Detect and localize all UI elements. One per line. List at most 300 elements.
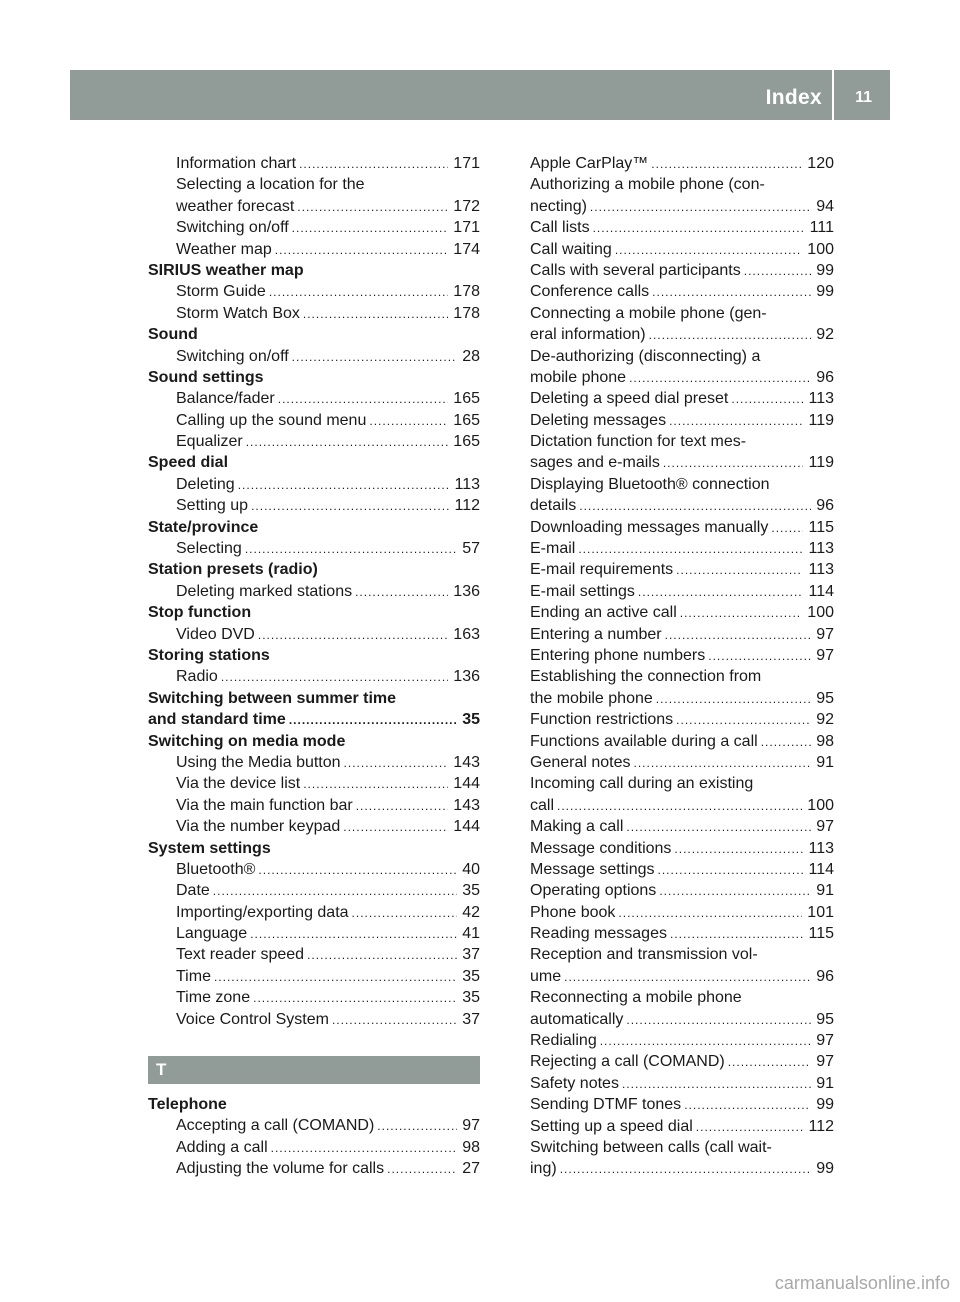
page-reference[interactable]: 94 <box>816 197 834 215</box>
page-reference[interactable]: 178 <box>453 304 480 322</box>
entry-text: Dictation function for text mes- <box>530 433 747 451</box>
leader-dots <box>731 389 803 409</box>
index-heading <box>148 452 480 473</box>
page-reference[interactable]: 101 <box>807 903 834 921</box>
leader-dots <box>560 1159 812 1179</box>
leader-dots <box>292 218 449 238</box>
leader-dots <box>676 710 811 730</box>
index-entry <box>530 1116 834 1137</box>
index-entry <box>530 410 834 431</box>
leader-dots <box>307 945 457 965</box>
index-subentry <box>148 153 480 174</box>
leader-dots <box>728 1052 811 1072</box>
page-reference[interactable]: 99 <box>816 283 834 301</box>
leader-dots <box>680 603 803 623</box>
index-entry <box>530 324 834 345</box>
page-reference[interactable]: 100 <box>807 604 834 622</box>
index-heading <box>148 838 480 859</box>
index-heading <box>148 367 480 388</box>
leader-dots <box>352 903 458 923</box>
leader-dots <box>670 924 804 944</box>
page-reference[interactable]: 40 <box>462 860 480 878</box>
leader-dots <box>615 240 802 260</box>
index-subentry <box>148 944 480 965</box>
index-entry <box>530 1137 834 1158</box>
index-entry <box>530 1158 834 1179</box>
page-reference[interactable]: 35 <box>462 711 480 729</box>
index-subentry <box>148 902 480 923</box>
entry-text: SIRIUS weather map <box>148 261 304 279</box>
page-reference[interactable]: 100 <box>807 796 834 814</box>
page-reference[interactable]: 97 <box>816 1032 834 1050</box>
entry-text: Operating options <box>530 882 657 900</box>
leader-dots <box>343 817 448 837</box>
index-subentry <box>148 773 480 794</box>
index-subentry <box>148 581 480 602</box>
index-entry <box>530 239 834 260</box>
index-subentry <box>148 923 480 944</box>
leader-dots <box>356 796 449 816</box>
page-reference[interactable]: 115 <box>808 925 834 943</box>
index-subentry <box>148 1115 480 1136</box>
entry-text: Entering a number <box>530 625 662 643</box>
page-reference[interactable]: 171 <box>453 155 480 172</box>
index-entry <box>530 1009 834 1030</box>
entry-text: E-mail requirements <box>530 561 674 579</box>
leader-dots <box>289 710 457 730</box>
entry-text: E-mail <box>530 540 576 558</box>
page-reference[interactable]: 113 <box>808 540 834 558</box>
page-reference[interactable]: 174 <box>453 240 480 258</box>
entry-text: Adjusting the volume for calls <box>176 1160 385 1178</box>
entry-text: De-authorizing (disconnecting) a <box>530 347 761 365</box>
index-entry <box>530 474 834 495</box>
page-reference[interactable]: 115 <box>808 518 834 536</box>
section-title: Index <box>765 86 822 109</box>
entry-text: Via the device list <box>176 775 301 793</box>
leader-dots <box>275 240 449 260</box>
entry-text: Apple CarPlay™ <box>530 155 649 172</box>
page-reference[interactable]: 37 <box>462 1010 480 1028</box>
index-subentry <box>148 666 480 687</box>
leader-dots <box>649 325 812 345</box>
entry-text: Making a call <box>530 818 624 836</box>
leader-dots <box>669 411 803 431</box>
entry-text: Balance/fader <box>176 390 275 408</box>
entry-text: necting) <box>530 197 587 215</box>
entry-text: Sound settings <box>148 368 264 386</box>
index-entry <box>530 1051 834 1072</box>
index-entry <box>530 260 834 281</box>
index-entry <box>530 966 834 987</box>
leader-dots <box>355 582 448 602</box>
leader-dots <box>253 988 457 1008</box>
entry-text: Importing/exporting data <box>176 903 349 921</box>
index-entry <box>530 752 834 773</box>
index-subentry <box>148 752 480 773</box>
index-heading <box>148 602 480 623</box>
leader-dots <box>303 774 448 794</box>
index-heading <box>148 645 480 666</box>
entry-text: State/province <box>148 518 259 536</box>
page-reference[interactable]: 143 <box>453 753 480 771</box>
leader-dots <box>564 967 811 987</box>
page-reference[interactable]: 165 <box>453 433 480 451</box>
page-reference[interactable]: 119 <box>808 411 834 429</box>
entry-text: Storm Guide <box>176 283 266 301</box>
page-reference[interactable]: 100 <box>807 240 834 258</box>
index-column-right <box>530 153 834 1180</box>
page-reference[interactable]: 35 <box>462 882 480 900</box>
entry-text: Calling up the sound menu <box>176 411 367 429</box>
index-entry <box>530 388 834 409</box>
entry-text: Switching between summer time <box>148 689 397 707</box>
page-reference[interactable]: 97 <box>816 625 834 643</box>
leader-dots <box>213 881 457 901</box>
page-reference[interactable]: 171 <box>453 219 480 237</box>
leader-dots <box>245 539 457 559</box>
entry-text: Call lists <box>530 219 590 237</box>
entry-text: Voice Control System <box>176 1010 329 1028</box>
index-entry <box>530 153 834 174</box>
entry-text: Information chart <box>176 155 297 172</box>
leader-dots <box>634 753 812 773</box>
leader-dots <box>387 1159 457 1179</box>
index-entry <box>530 1094 834 1115</box>
entry-text: ume <box>530 967 562 985</box>
page-reference[interactable]: 37 <box>462 946 480 964</box>
entry-text: Selecting a location for the <box>176 176 365 194</box>
index-entry <box>530 902 834 923</box>
index-entry <box>530 816 834 837</box>
page-reference[interactable]: 98 <box>816 732 834 750</box>
leader-dots <box>626 817 811 837</box>
entry-text: E-mail settings <box>530 582 635 600</box>
page-reference[interactable]: 165 <box>453 411 480 429</box>
leader-dots <box>238 475 450 495</box>
page-reference[interactable]: 97 <box>816 1053 834 1071</box>
leader-dots <box>676 560 803 580</box>
entry-text: Via the main function bar <box>176 796 353 814</box>
entry-text: Entering phone numbers <box>530 646 706 664</box>
page-reference[interactable]: 35 <box>462 967 480 985</box>
page-reference[interactable]: 165 <box>453 390 480 408</box>
page-reference[interactable]: 92 <box>816 711 834 729</box>
leader-dots <box>332 1010 457 1030</box>
index-subentry <box>148 196 480 217</box>
leader-dots <box>744 261 811 281</box>
leader-dots <box>665 625 812 645</box>
leader-dots <box>377 1116 457 1136</box>
index-entry <box>530 538 834 559</box>
index-entry <box>530 1073 834 1094</box>
entry-text: Connecting a mobile phone (gen- <box>530 304 767 322</box>
index-subentry <box>148 388 480 409</box>
index-entry <box>530 367 834 388</box>
index-entry <box>530 217 834 238</box>
entry-text: Deleting messages <box>530 411 667 429</box>
entry-text: Equalizer <box>176 433 243 451</box>
entry-text: Deleting a speed dial preset <box>530 390 729 408</box>
page-reference[interactable]: 99 <box>816 261 834 279</box>
entry-text: Language <box>176 925 248 943</box>
header-bar <box>70 70 890 120</box>
index-subentry <box>148 217 480 238</box>
entry-text: Bluetooth® <box>176 860 256 878</box>
leader-dots <box>651 154 802 174</box>
index-subentry <box>148 816 480 837</box>
leader-dots <box>761 732 812 752</box>
index-heading <box>148 1094 480 1115</box>
entry-text: Via the number keypad <box>176 818 341 836</box>
page-reference[interactable]: 35 <box>462 989 480 1007</box>
letter-section-header <box>148 1056 480 1084</box>
index-subentry <box>148 1137 480 1158</box>
page-reference[interactable]: 113 <box>808 561 834 579</box>
entry-text: Establishing the connection from <box>530 668 762 686</box>
leader-dots <box>658 860 804 880</box>
entry-text: Speed dial <box>148 454 229 472</box>
index-heading <box>148 688 480 709</box>
leader-dots <box>344 753 449 773</box>
index-entry <box>530 944 834 965</box>
page-reference[interactable]: 172 <box>453 197 480 215</box>
index-entry <box>530 624 834 645</box>
entry-text: Displaying Bluetooth® connection <box>530 475 770 493</box>
entry-text: Calls with several participants <box>530 261 741 279</box>
page-reference[interactable]: 92 <box>816 326 834 344</box>
index-entry <box>530 773 834 794</box>
page-reference[interactable]: 95 <box>816 689 834 707</box>
entry-text: General notes <box>530 753 631 771</box>
index-entry <box>530 709 834 730</box>
entry-text: Incoming call during an existing <box>530 775 754 793</box>
index-entry <box>530 987 834 1008</box>
leader-dots <box>638 582 804 602</box>
leader-dots <box>269 282 448 302</box>
entry-text: mobile phone <box>530 368 627 386</box>
entry-text: details <box>530 497 577 515</box>
entry-text: Setting up <box>176 497 249 515</box>
index-entry <box>530 452 834 473</box>
page-reference[interactable]: 27 <box>462 1160 480 1178</box>
leader-dots <box>622 1074 811 1094</box>
entry-text: Text reader speed <box>176 946 305 964</box>
entry-text: Adding a call <box>176 1138 268 1156</box>
entry-text: sages and e-mails <box>530 454 660 472</box>
index-subentry <box>148 966 480 987</box>
index-entry <box>530 281 834 302</box>
page-reference[interactable]: 57 <box>462 540 480 558</box>
entry-text: Switching on/off <box>176 347 289 365</box>
index-subentry <box>148 174 480 195</box>
page-reference[interactable]: 98 <box>462 1138 480 1156</box>
page-reference[interactable]: 99 <box>816 1096 834 1114</box>
entry-text: Reconnecting a mobile phone <box>530 989 742 1007</box>
entry-text: Date <box>176 882 210 900</box>
index-subentry <box>148 495 480 516</box>
leader-dots <box>674 839 803 859</box>
entry-text: Deleting marked stations <box>176 582 353 600</box>
page-reference[interactable]: 42 <box>462 903 480 921</box>
leader-dots <box>258 625 448 645</box>
leader-dots <box>251 496 449 516</box>
page-reference[interactable]: 112 <box>808 1117 834 1135</box>
index-entry <box>530 645 834 666</box>
entry-text: Downloading messages manually <box>530 518 769 536</box>
page-reference[interactable]: 95 <box>816 1010 834 1028</box>
entry-text: Selecting <box>176 540 242 558</box>
index-entry <box>530 495 834 516</box>
page-reference[interactable]: 111 <box>809 219 834 237</box>
page-reference[interactable]: 96 <box>816 368 834 386</box>
index-subentry <box>148 795 480 816</box>
page-reference[interactable]: 120 <box>807 155 834 172</box>
page-reference[interactable]: 28 <box>462 347 480 365</box>
entry-text: weather forecast <box>176 197 295 215</box>
leader-dots <box>278 389 449 409</box>
leader-dots <box>590 197 811 217</box>
index-entry <box>530 1030 834 1051</box>
leader-dots <box>297 197 448 217</box>
entry-text: Call waiting <box>530 240 612 258</box>
page-reference[interactable]: 113 <box>808 839 834 857</box>
page-number: 11 <box>855 89 872 106</box>
entry-text: Sending DTMF tones <box>530 1096 682 1114</box>
entry-text: Safety notes <box>530 1074 619 1092</box>
page-reference[interactable]: 114 <box>808 582 834 600</box>
entry-text: Redialing <box>530 1032 597 1050</box>
index-entry <box>530 559 834 580</box>
leader-dots <box>696 1117 804 1137</box>
entry-text: Station presets (radio) <box>148 561 318 579</box>
page-reference[interactable]: 113 <box>454 475 480 493</box>
leader-dots <box>626 1010 811 1030</box>
leader-dots <box>578 539 803 559</box>
index-entry <box>530 923 834 944</box>
index-heading <box>148 260 480 281</box>
entry-text: the mobile phone <box>530 689 653 707</box>
page-reference[interactable]: 163 <box>453 625 480 643</box>
index-subentry <box>148 880 480 901</box>
entry-text: Reception and transmission vol- <box>530 946 758 964</box>
index-subentry <box>148 1158 480 1179</box>
leader-dots <box>369 411 448 431</box>
page-reference[interactable]: 96 <box>816 967 834 985</box>
index-entry <box>530 581 834 602</box>
page-reference[interactable]: 91 <box>816 753 834 771</box>
index-subentry <box>148 538 480 559</box>
page-reference[interactable]: 144 <box>453 775 480 793</box>
page-reference[interactable]: 112 <box>454 497 480 515</box>
page-reference[interactable]: 119 <box>808 454 834 472</box>
index-subentry <box>148 303 480 324</box>
page-reference[interactable]: 136 <box>453 668 480 686</box>
index-heading <box>148 731 480 752</box>
index-entry <box>530 795 834 816</box>
leader-dots <box>629 368 811 388</box>
index-entry <box>530 838 834 859</box>
entry-text: Setting up a speed dial <box>530 1117 693 1135</box>
index-entry <box>530 688 834 709</box>
page-reference[interactable]: 144 <box>453 818 480 836</box>
index-entry <box>530 666 834 687</box>
page-reference[interactable]: 97 <box>462 1117 480 1135</box>
leader-dots <box>708 646 811 666</box>
index-entry <box>530 602 834 623</box>
entry-text: eral information) <box>530 326 646 344</box>
header-divider <box>832 70 834 120</box>
page-reference[interactable]: 97 <box>816 646 834 664</box>
entry-text: Deleting <box>176 475 235 493</box>
page-reference[interactable]: 97 <box>816 818 834 836</box>
leader-dots <box>593 218 805 238</box>
page-reference[interactable]: 96 <box>816 497 834 515</box>
index-entry <box>530 346 834 367</box>
entry-text: Switching between calls (call wait- <box>530 1138 772 1156</box>
entry-text: Message conditions <box>530 839 672 857</box>
leader-dots <box>663 453 804 473</box>
leader-dots <box>258 860 457 880</box>
leader-dots <box>659 881 811 901</box>
page-reference[interactable]: 41 <box>462 925 480 943</box>
entry-text: Rejecting a call (COMAND) <box>530 1053 725 1071</box>
page-reference[interactable]: 113 <box>808 390 834 408</box>
leader-dots <box>652 282 811 302</box>
index-subentry <box>148 281 480 302</box>
entry-text: Message settings <box>530 860 655 878</box>
page-reference[interactable]: 143 <box>453 796 480 814</box>
index-entry <box>530 731 834 752</box>
entry-text: Conference calls <box>530 283 650 301</box>
entry-text: Weather map <box>176 240 272 258</box>
page-reference[interactable]: 99 <box>816 1160 834 1178</box>
index-heading <box>148 709 480 730</box>
entry-text: Accepting a call (COMAND) <box>176 1117 375 1135</box>
leader-dots <box>303 304 448 324</box>
leader-dots <box>557 796 802 816</box>
entry-text: Time zone <box>176 989 251 1007</box>
index-subentry <box>148 239 480 260</box>
entry-text: and standard time <box>148 711 286 729</box>
page-reference[interactable]: 136 <box>453 582 480 600</box>
leader-dots <box>684 1095 811 1115</box>
entry-text: automatically <box>530 1010 624 1028</box>
entry-text: Telephone <box>148 1096 227 1114</box>
leader-dots <box>579 496 811 516</box>
index-heading <box>148 517 480 538</box>
page-reference[interactable]: 91 <box>816 882 834 900</box>
index-subentry <box>148 624 480 645</box>
index-entry <box>530 517 834 538</box>
entry-text: Time <box>176 967 211 985</box>
entry-text: ing) <box>530 1160 557 1178</box>
entry-text: Storm Watch Box <box>176 304 300 322</box>
entry-text: Function restrictions <box>530 711 674 729</box>
index-column-left <box>148 153 480 1180</box>
index-subentry <box>148 431 480 452</box>
leader-dots <box>292 347 458 367</box>
index-heading <box>148 559 480 580</box>
page-reference[interactable]: 91 <box>816 1074 834 1092</box>
index-subentry <box>148 987 480 1008</box>
index-entry <box>530 859 834 880</box>
entry-text: Authorizing a mobile phone (con- <box>530 176 765 194</box>
page-reference[interactable]: 114 <box>808 860 834 878</box>
index-subentry <box>148 346 480 367</box>
leader-dots <box>246 432 449 452</box>
page-reference[interactable]: 178 <box>453 283 480 301</box>
